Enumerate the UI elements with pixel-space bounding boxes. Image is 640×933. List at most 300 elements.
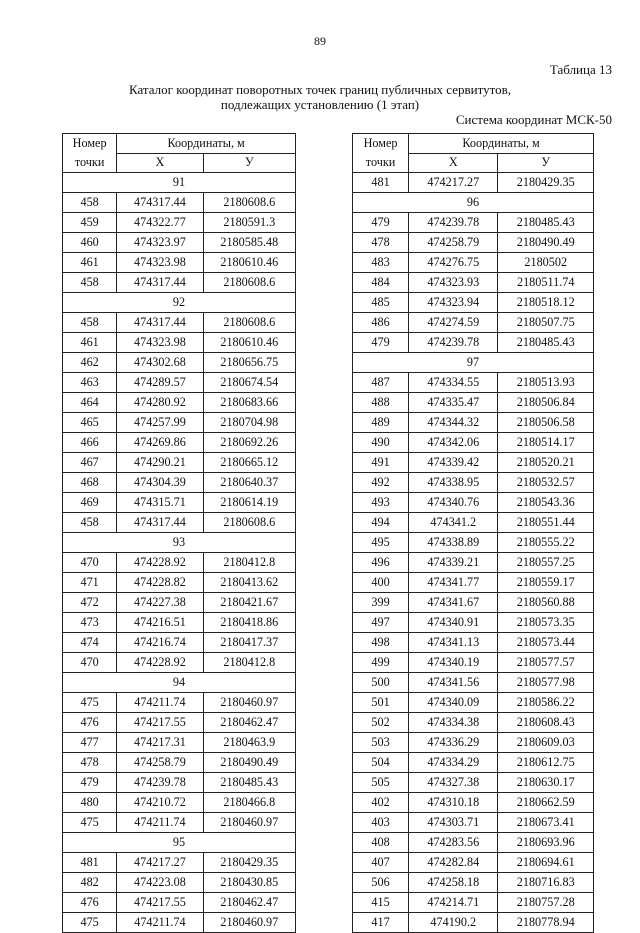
point-number-cell: 399 [353, 593, 409, 613]
table-row [353, 393, 594, 413]
y-coordinate-cell: 2180609.03 [498, 733, 594, 753]
point-number-cell: 417 [353, 913, 409, 933]
point-number-cell: 487 [353, 373, 409, 393]
point-number-cell: 480 [63, 793, 117, 813]
table-row [353, 653, 594, 673]
point-number-cell: 501 [353, 693, 409, 713]
y-coordinate-cell: 2180573.35 [498, 613, 594, 633]
table-row [63, 913, 296, 933]
group-number: 93 [63, 533, 296, 553]
y-coordinate-cell: 2180412.8 [203, 653, 295, 673]
x-coordinate-cell: 474223.08 [117, 873, 203, 893]
y-coordinate-cell: 2180585.48 [203, 233, 295, 253]
point-number-cell: 475 [63, 813, 117, 833]
table-row [63, 213, 296, 233]
y-coordinate-cell: 2180429.35 [203, 853, 295, 873]
y-coordinate-cell: 2180413.62 [203, 573, 295, 593]
point-number-header [353, 134, 409, 173]
x-coordinate-cell: 474302.68 [117, 353, 203, 373]
point-number-cell: 476 [63, 893, 117, 913]
x-coordinate-cell: 474258.79 [117, 753, 203, 773]
point-number-cell: 460 [63, 233, 117, 253]
table-row [353, 253, 594, 273]
group-row [63, 673, 296, 693]
y-coordinate-cell: 2180462.47 [203, 713, 295, 733]
x-coordinate-cell: 474217.55 [117, 893, 203, 913]
point-number-header [63, 134, 117, 173]
x-coordinate-cell: 474257.99 [117, 413, 203, 433]
point-number-cell: 469 [63, 493, 117, 513]
point-number-cell: 499 [353, 653, 409, 673]
table-body [63, 173, 296, 933]
group-number: 92 [63, 293, 296, 313]
y-coordinate-cell: 2180612.75 [498, 753, 594, 773]
table-row [63, 593, 296, 613]
y-coordinate-cell: 2180630.17 [498, 773, 594, 793]
group-row [63, 533, 296, 553]
table-row [63, 493, 296, 513]
point-number-cell: 483 [353, 253, 409, 273]
table-row [353, 413, 594, 433]
y-coordinate-cell: 2180490.49 [203, 753, 295, 773]
point-number-cell: 479 [353, 213, 409, 233]
table-row [353, 233, 594, 253]
point-number-cell: 475 [63, 913, 117, 933]
table-row [63, 373, 296, 393]
point-number-cell: 415 [353, 893, 409, 913]
point-number-cell: 408 [353, 833, 409, 853]
header-num-line1: Номер [72, 136, 107, 150]
group-row [63, 833, 296, 853]
x-coordinate-cell: 474317.44 [117, 273, 203, 293]
page-title [110, 82, 530, 112]
header-num-line2: точки [365, 155, 396, 169]
point-number-cell: 482 [63, 873, 117, 893]
x-coordinate-cell: 474341.67 [409, 593, 498, 613]
table-row [353, 453, 594, 473]
point-number-cell: 458 [63, 273, 117, 293]
y-coordinate-cell: 2180640.37 [203, 473, 295, 493]
y-coordinate-cell: 2180520.21 [498, 453, 594, 473]
y-coordinate-cell: 2180694.61 [498, 853, 594, 873]
table-row [353, 373, 594, 393]
table-row [353, 893, 594, 913]
y-coordinate-cell: 2180608.43 [498, 713, 594, 733]
x-coordinate-cell: 474303.71 [409, 813, 498, 833]
table-row [353, 633, 594, 653]
point-number-cell: 464 [63, 393, 117, 413]
point-number-cell: 403 [353, 813, 409, 833]
y-coordinate-cell: 2180429.35 [498, 173, 594, 193]
y-coordinate-cell: 2180513.93 [498, 373, 594, 393]
y-coordinate-cell: 2180460.97 [203, 813, 295, 833]
group-row [63, 173, 296, 193]
y-coordinate-cell: 2180692.26 [203, 433, 295, 453]
y-coordinate-cell: 2180560.88 [498, 593, 594, 613]
x-coordinate-cell: 474327.38 [409, 773, 498, 793]
point-number-cell: 472 [63, 593, 117, 613]
x-coordinate-cell: 474317.44 [117, 313, 203, 333]
point-number-cell: 481 [63, 853, 117, 873]
table-header [63, 134, 296, 173]
x-coordinate-cell: 474274.59 [409, 313, 498, 333]
y-coordinate-cell: 2180412.8 [203, 553, 295, 573]
x-coordinate-cell: 474334.38 [409, 713, 498, 733]
table-row [63, 333, 296, 353]
point-number-cell: 466 [63, 433, 117, 453]
header-num-line1: Номер [363, 136, 398, 150]
point-number-cell: 471 [63, 573, 117, 593]
y-coordinate-cell: 2180608.6 [203, 193, 295, 213]
point-number-cell: 468 [63, 473, 117, 493]
table-row [63, 513, 296, 533]
x-coordinate-cell: 474211.74 [117, 813, 203, 833]
table-row [63, 253, 296, 273]
point-number-cell: 485 [353, 293, 409, 313]
x-coordinate-cell: 474344.32 [409, 413, 498, 433]
point-number-cell: 473 [63, 613, 117, 633]
y-coordinate-cell: 2180778.94 [498, 913, 594, 933]
point-number-cell: 477 [63, 733, 117, 753]
table-row [353, 753, 594, 773]
point-number-cell: 400 [353, 573, 409, 593]
point-number-cell: 488 [353, 393, 409, 413]
table-row [353, 793, 594, 813]
y-coordinate-cell: 2180559.17 [498, 573, 594, 593]
x-coordinate-cell: 474340.19 [409, 653, 498, 673]
x-coordinate-cell: 474214.71 [409, 893, 498, 913]
x-coordinate-cell: 474228.92 [117, 553, 203, 573]
table-row [353, 293, 594, 313]
point-number-cell: 492 [353, 473, 409, 493]
y-coordinate-cell: 2180543.36 [498, 493, 594, 513]
y-coordinate-cell: 2180665.12 [203, 453, 295, 473]
point-number-cell: 465 [63, 413, 117, 433]
point-number-cell: 462 [63, 353, 117, 373]
table-row [63, 473, 296, 493]
table-row [353, 673, 594, 693]
title-line-1: Каталог координат поворотных точек границ публичных сервитутов, [128, 82, 512, 97]
point-number-cell: 500 [353, 673, 409, 693]
point-number-cell: 467 [63, 453, 117, 473]
table-row [63, 713, 296, 733]
coordinates-table-right [352, 133, 594, 933]
x-coordinate-cell: 474227.38 [117, 593, 203, 613]
x-coordinate-cell: 474341.56 [409, 673, 498, 693]
point-number-cell: 484 [353, 273, 409, 293]
table-row [63, 433, 296, 453]
table-row [353, 553, 594, 573]
table-row [353, 493, 594, 513]
x-coordinate-cell: 474217.27 [117, 853, 203, 873]
x-coordinate-cell: 474338.95 [409, 473, 498, 493]
y-coordinate-cell: 2180421.67 [203, 593, 295, 613]
table-row [63, 853, 296, 873]
point-number-cell: 461 [63, 333, 117, 353]
point-number-cell: 478 [63, 753, 117, 773]
y-coordinate-cell: 2180683.66 [203, 393, 295, 413]
x-coordinate-cell: 474334.55 [409, 373, 498, 393]
y-coordinate-cell: 2180757.28 [498, 893, 594, 913]
x-coordinate-cell: 474228.92 [117, 653, 203, 673]
point-number-cell: 486 [353, 313, 409, 333]
point-number-cell: 458 [63, 313, 117, 333]
y-coordinate-cell: 2180485.43 [498, 213, 594, 233]
x-coordinate-cell: 474340.91 [409, 613, 498, 633]
y-coordinate-cell: 2180511.74 [498, 273, 594, 293]
point-number-cell: 458 [63, 513, 117, 533]
y-coordinate-cell: 2180463.9 [203, 733, 295, 753]
point-number-cell: 481 [353, 173, 409, 193]
point-number-cell: 474 [63, 633, 117, 653]
point-number-cell: 470 [63, 653, 117, 673]
y-coordinate-cell: 2180418.86 [203, 613, 295, 633]
x-coordinate-cell: 474339.42 [409, 453, 498, 473]
y-coordinate-cell: 2180614.19 [203, 493, 295, 513]
y-coordinate-cell: 2180573.44 [498, 633, 594, 653]
y-coordinate-cell: 2180417.37 [203, 633, 295, 653]
y-coordinate-cell: 2180557.25 [498, 553, 594, 573]
group-number: 91 [63, 173, 296, 193]
table-row [353, 833, 594, 853]
y-coordinate-cell: 2180514.17 [498, 433, 594, 453]
table-header [353, 134, 594, 173]
y-coordinate-cell: 2180693.96 [498, 833, 594, 853]
x-coordinate-cell: 474340.76 [409, 493, 498, 513]
table-row [63, 813, 296, 833]
x-coordinate-cell: 474310.18 [409, 793, 498, 813]
y-coordinate-cell: 2180673.41 [498, 813, 594, 833]
table-row [63, 353, 296, 373]
group-number: 97 [353, 353, 594, 373]
y-coordinate-cell: 2180608.6 [203, 513, 295, 533]
table-row [63, 273, 296, 293]
table-row [63, 613, 296, 633]
x-coordinate-cell: 474217.27 [409, 173, 498, 193]
x-coordinate-cell: 474217.55 [117, 713, 203, 733]
point-number-cell: 478 [353, 233, 409, 253]
table-row [353, 473, 594, 493]
table-row [63, 873, 296, 893]
y-coordinate-cell: 2180460.97 [203, 913, 295, 933]
x-header: X [117, 153, 203, 173]
table-row [353, 273, 594, 293]
group-row [353, 193, 594, 213]
point-number-cell: 498 [353, 633, 409, 653]
table-row [353, 873, 594, 893]
table-row [63, 693, 296, 713]
table-row [63, 773, 296, 793]
table-row [353, 173, 594, 193]
x-coordinate-cell: 474341.13 [409, 633, 498, 653]
point-number-cell: 458 [63, 193, 117, 213]
y-coordinate-cell: 2180518.12 [498, 293, 594, 313]
point-number-cell: 503 [353, 733, 409, 753]
table-row [353, 613, 594, 633]
coordinates-header: Координаты, м [409, 134, 594, 154]
y-coordinate-cell: 2180462.47 [203, 893, 295, 913]
table-row [353, 593, 594, 613]
point-number-cell: 459 [63, 213, 117, 233]
x-coordinate-cell: 474342.06 [409, 433, 498, 453]
x-header: X [409, 153, 498, 173]
table-row [63, 753, 296, 773]
x-coordinate-cell: 474211.74 [117, 693, 203, 713]
point-number-cell: 506 [353, 873, 409, 893]
table-row [63, 573, 296, 593]
point-number-cell: 475 [63, 693, 117, 713]
x-coordinate-cell: 474210.72 [117, 793, 203, 813]
x-coordinate-cell: 474323.98 [117, 333, 203, 353]
y-coordinate-cell: 2180591.3 [203, 213, 295, 233]
table-row [353, 213, 594, 233]
x-coordinate-cell: 474323.93 [409, 273, 498, 293]
y-coordinate-cell: 2180608.6 [203, 313, 295, 333]
point-number-cell: 476 [63, 713, 117, 733]
x-coordinate-cell: 474323.97 [117, 233, 203, 253]
title-line-2: подлежащих установлению (1 этап) [220, 97, 420, 112]
y-coordinate-cell: 2180610.46 [203, 253, 295, 273]
y-coordinate-cell: 2180610.46 [203, 333, 295, 353]
y-coordinate-cell: 2180507.75 [498, 313, 594, 333]
table-row [353, 773, 594, 793]
point-number-cell: 489 [353, 413, 409, 433]
table-row [353, 513, 594, 533]
x-coordinate-cell: 474323.94 [409, 293, 498, 313]
x-coordinate-cell: 474258.18 [409, 873, 498, 893]
x-coordinate-cell: 474239.78 [117, 773, 203, 793]
table-row [63, 653, 296, 673]
table-row [353, 333, 594, 353]
coordinates-table-left [62, 133, 296, 933]
table-row [63, 413, 296, 433]
y-coordinate-cell: 2180577.98 [498, 673, 594, 693]
y-coordinate-cell: 2180485.43 [498, 333, 594, 353]
x-coordinate-cell: 474216.74 [117, 633, 203, 653]
coord-system-label: Система координат МСК-50 [455, 112, 612, 127]
x-coordinate-cell: 474258.79 [409, 233, 498, 253]
group-row [63, 293, 296, 313]
point-number-cell: 491 [353, 453, 409, 473]
x-coordinate-cell: 474341.2 [409, 513, 498, 533]
table-row [353, 533, 594, 553]
y-coordinate-cell: 2180608.6 [203, 273, 295, 293]
point-number-cell: 407 [353, 853, 409, 873]
point-number-cell: 470 [63, 553, 117, 573]
table-row [353, 733, 594, 753]
group-number: 94 [63, 673, 296, 693]
table-row [353, 913, 594, 933]
point-number-cell: 490 [353, 433, 409, 453]
x-coordinate-cell: 474228.82 [117, 573, 203, 593]
table-row [353, 713, 594, 733]
y-coordinate-cell: 2180662.59 [498, 793, 594, 813]
point-number-cell: 505 [353, 773, 409, 793]
table-row [353, 313, 594, 333]
x-coordinate-cell: 474211.74 [117, 913, 203, 933]
y-coordinate-cell: 2180674.54 [203, 373, 295, 393]
x-coordinate-cell: 474322.77 [117, 213, 203, 233]
y-header: У [203, 153, 295, 173]
table-row [353, 853, 594, 873]
x-coordinate-cell: 474317.44 [117, 193, 203, 213]
table-row [353, 433, 594, 453]
y-header: У [498, 153, 594, 173]
x-coordinate-cell: 474336.29 [409, 733, 498, 753]
x-coordinate-cell: 474276.75 [409, 253, 498, 273]
x-coordinate-cell: 474335.47 [409, 393, 498, 413]
x-coordinate-cell: 474338.89 [409, 533, 498, 553]
point-number-cell: 496 [353, 553, 409, 573]
y-coordinate-cell: 2180460.97 [203, 693, 295, 713]
table-row [63, 553, 296, 573]
point-number-cell: 504 [353, 753, 409, 773]
y-coordinate-cell: 2180506.58 [498, 413, 594, 433]
y-coordinate-cell: 2180551.44 [498, 513, 594, 533]
header-num-line2: точки [74, 155, 105, 169]
y-coordinate-cell: 2180506.84 [498, 393, 594, 413]
x-coordinate-cell: 474280.92 [117, 393, 203, 413]
table-row [353, 813, 594, 833]
table-row [63, 453, 296, 473]
x-coordinate-cell: 474339.21 [409, 553, 498, 573]
point-number-cell: 497 [353, 613, 409, 633]
point-number-cell: 502 [353, 713, 409, 733]
group-number: 95 [63, 833, 296, 853]
point-number-cell: 479 [63, 773, 117, 793]
x-coordinate-cell: 474290.21 [117, 453, 203, 473]
x-coordinate-cell: 474334.29 [409, 753, 498, 773]
table-row [63, 633, 296, 653]
y-coordinate-cell: 2180656.75 [203, 353, 295, 373]
page-number: 89 [314, 34, 326, 48]
table-body [353, 173, 594, 933]
x-coordinate-cell: 474217.31 [117, 733, 203, 753]
y-coordinate-cell: 2180716.83 [498, 873, 594, 893]
table-row [63, 393, 296, 413]
table-row [63, 733, 296, 753]
table-row [63, 313, 296, 333]
y-coordinate-cell: 2180466.8 [203, 793, 295, 813]
table-row [63, 793, 296, 813]
table-label: Таблица 13 [549, 62, 612, 77]
x-coordinate-cell: 474289.57 [117, 373, 203, 393]
y-coordinate-cell: 2180502 [498, 253, 594, 273]
table-row [63, 233, 296, 253]
table-row [353, 573, 594, 593]
y-coordinate-cell: 2180490.49 [498, 233, 594, 253]
group-row [353, 353, 594, 373]
point-number-cell: 479 [353, 333, 409, 353]
y-coordinate-cell: 2180704.98 [203, 413, 295, 433]
point-number-cell: 495 [353, 533, 409, 553]
point-number-cell: 493 [353, 493, 409, 513]
group-number: 96 [353, 193, 594, 213]
y-coordinate-cell: 2180586.22 [498, 693, 594, 713]
x-coordinate-cell: 474283.56 [409, 833, 498, 853]
x-coordinate-cell: 474340.09 [409, 693, 498, 713]
y-coordinate-cell: 2180485.43 [203, 773, 295, 793]
x-coordinate-cell: 474323.98 [117, 253, 203, 273]
x-coordinate-cell: 474269.86 [117, 433, 203, 453]
table-row [353, 693, 594, 713]
x-coordinate-cell: 474216.51 [117, 613, 203, 633]
coordinates-header: Координаты, м [117, 134, 296, 154]
x-coordinate-cell: 474315.71 [117, 493, 203, 513]
y-coordinate-cell: 2180577.57 [498, 653, 594, 673]
point-number-cell: 402 [353, 793, 409, 813]
point-number-cell: 494 [353, 513, 409, 533]
